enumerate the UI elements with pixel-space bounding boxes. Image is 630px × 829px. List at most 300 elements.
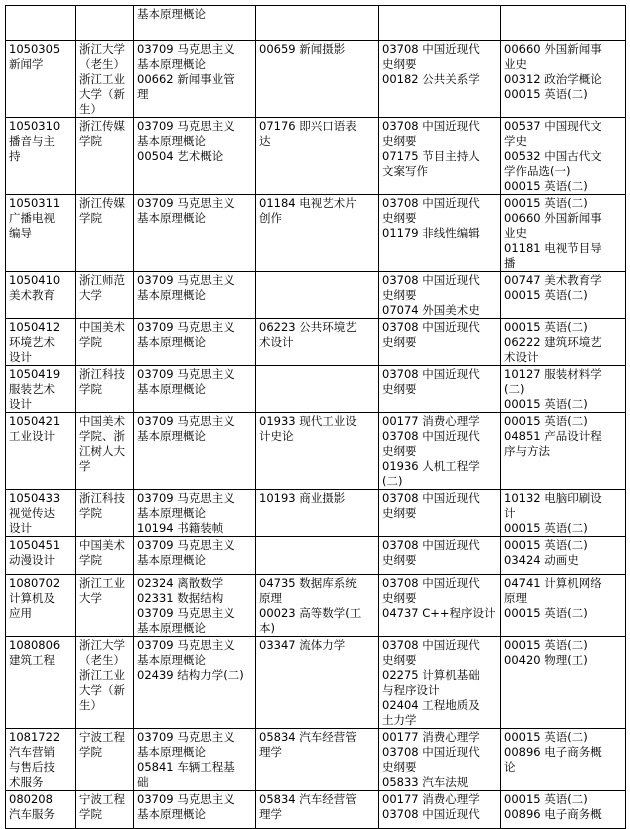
cell-line: 江树人大 (79, 444, 125, 458)
table-row (6, 6, 626, 41)
cell-line: 06222 建筑环境艺 (504, 335, 602, 349)
cell-line: 生） (79, 698, 102, 712)
course-cell-3 (379, 366, 501, 413)
major-cell (6, 319, 76, 366)
cell-line: 1081722 (9, 730, 61, 744)
cell-line: 07176 即兴口语表 (259, 119, 357, 133)
table-row (6, 791, 626, 829)
cell-line: 基本原理概论 (137, 57, 206, 71)
cell-line: 00177 消费心理学 (382, 730, 480, 744)
cell-line: 10193 商业摄影 (259, 491, 346, 505)
course-cell-4 (501, 637, 626, 729)
cell-line: 00023 高等数学(工 (259, 606, 362, 620)
cell-line: 本) (259, 621, 275, 635)
cell-line: 史纲要 (382, 444, 417, 458)
course-cell-3 (379, 195, 501, 272)
table-row (6, 637, 626, 729)
cell-line: 美术教育 (9, 288, 55, 302)
cell-line: 史纲要 (382, 506, 417, 520)
major-cell (6, 537, 76, 575)
course-cell-4 (501, 41, 626, 118)
major-cell (6, 118, 76, 195)
cell-line: 1050311 (9, 196, 61, 210)
course-cell-2 (256, 366, 379, 413)
cell-line: 04741 计算机网络 (504, 576, 602, 590)
cell-line: 大学（新 (79, 683, 125, 697)
cell-line: 03424 动画史 (504, 553, 579, 567)
cell-line: 浙江工业 (79, 668, 125, 682)
cell-line: 080208 (9, 792, 53, 806)
cell-line: 00660 外国新闻事 (504, 211, 602, 225)
course-cell-2 (256, 490, 379, 537)
cell-line: 1050410 (9, 273, 61, 287)
cell-line: 00312 政治学概论 (504, 72, 602, 86)
cell-line: 中国美术 (79, 414, 125, 428)
cell-line: 学院 (79, 553, 102, 567)
school-cell (76, 413, 134, 490)
cell-line: 基本原理概论 (137, 429, 206, 443)
cell-line: 1080702 (9, 576, 61, 590)
table-row (6, 537, 626, 575)
cell-line: 史纲要 (382, 591, 417, 605)
school-cell (76, 637, 134, 729)
cell-line: 浙江工业 (79, 72, 125, 86)
cell-line: 03708 中国近现代 (382, 638, 480, 652)
cell-line: 05834 汽车经营管 (259, 792, 357, 806)
cell-line: 00015 英语(二) (504, 397, 588, 411)
cell-line: 03709 马克思主义 (137, 538, 235, 552)
major-cell (6, 490, 76, 537)
cell-line: 大学（新 (79, 87, 125, 101)
cell-line: （老生） (79, 653, 125, 667)
course-cell-2 (256, 575, 379, 637)
major-cell (6, 575, 76, 637)
cell-line: 00015 英语(二) (504, 288, 588, 302)
cell-line: 基本原理概论 (137, 621, 206, 635)
cell-line: 广播电视 (9, 211, 55, 225)
course-cell-4 (501, 6, 626, 41)
major-cell (6, 195, 76, 272)
course-cell-2 (256, 537, 379, 575)
cell-line: 03708 中国近现代 (382, 429, 480, 443)
school-cell (76, 575, 134, 637)
cell-line: 01181 电视节目导 (504, 241, 602, 255)
major-cell (6, 729, 76, 791)
cell-line: 学 (79, 459, 91, 473)
cell-line: 中国美术 (79, 538, 125, 552)
course-cell-1 (134, 637, 256, 729)
course-cell-4 (501, 729, 626, 791)
cell-line: 10194 书籍装帧 (137, 521, 224, 535)
cell-line: 基本原理概论 (137, 553, 206, 567)
cell-line: 03709 马克思主义 (137, 196, 235, 210)
cell-line: 浙江传媒 (79, 119, 125, 133)
cell-line: 动漫设计 (9, 553, 55, 567)
table-row (6, 413, 626, 490)
cell-line: 00015 英语(二) (504, 320, 588, 334)
cell-line: 史纲要 (382, 335, 417, 349)
cell-line: 基本原理概论 (137, 653, 206, 667)
cell-line: 03708 中国近现代 (382, 538, 480, 552)
cell-line: 1050310 (9, 119, 61, 133)
cell-line: 03708 中国近现代 (382, 196, 480, 210)
course-cell-2 (256, 319, 379, 366)
cell-line: 05833 汽车法规 (382, 775, 469, 789)
cell-line: 基本原理概论 (137, 335, 206, 349)
cell-line: 02275 计算机基础 (382, 668, 480, 682)
cell-line: 03709 马克思主义 (137, 367, 235, 381)
table-row (6, 41, 626, 118)
cell-line: 03708 中国近现代 (382, 367, 480, 381)
cell-line: 编导 (9, 226, 32, 240)
cell-line: 史纲要 (382, 653, 417, 667)
cell-line: 业史 (504, 57, 527, 71)
course-cell-2 (256, 413, 379, 490)
cell-line: 史纲要 (382, 134, 417, 148)
cell-line: 计算机及 (9, 591, 55, 605)
cell-line: 00420 物理(工) (504, 653, 588, 667)
cell-line: 播 (504, 256, 516, 270)
cell-line: 03708 中国近现代 (382, 42, 480, 56)
cell-line: 基本原理概论 (137, 7, 206, 21)
cell-line: 学院 (79, 335, 102, 349)
cell-line: 00182 公共关系学 (382, 72, 480, 86)
course-cell-1 (134, 366, 256, 413)
cell-line: 计 (504, 506, 516, 520)
major-cell (6, 272, 76, 319)
cell-line: 学院、浙 (79, 429, 125, 443)
cell-line: 原理 (504, 591, 527, 605)
cell-line: 与程序设计 (382, 683, 440, 697)
cell-line: 学作品选(一) (504, 164, 571, 178)
cell-line: 00015 英语(二) (504, 196, 588, 210)
cell-line: 文案写作 (382, 164, 428, 178)
cell-line: 03708 中国近现代 (382, 745, 480, 759)
school-cell (76, 366, 134, 413)
cell-line: 03709 马克思主义 (137, 792, 235, 806)
course-cell-2 (256, 195, 379, 272)
course-cell-3 (379, 413, 501, 490)
cell-line: 宁波工程 (79, 792, 125, 806)
course-cell-1 (134, 791, 256, 829)
cell-line: 04737 C++程序设计 (382, 606, 496, 620)
course-cell-4 (501, 791, 626, 829)
cell-line: 00015 英语(二) (504, 792, 588, 806)
cell-line: 05834 汽车经营管 (259, 730, 357, 744)
table-row (6, 319, 626, 366)
cell-line: 02404 工程地质及 (382, 698, 480, 712)
course-cell-2 (256, 41, 379, 118)
cell-line: 史纲要 (382, 57, 417, 71)
table-row (6, 729, 626, 791)
cell-line: 基本原理概论 (137, 382, 206, 396)
cell-line: 01184 电视艺术片 (259, 196, 357, 210)
cell-line: 大学 (79, 288, 102, 302)
cell-line: 03709 马克思主义 (137, 730, 235, 744)
cell-line: 00747 美术教育学 (504, 273, 602, 287)
course-cell-4 (501, 490, 626, 537)
cell-line: 00532 中国古代文 (504, 149, 602, 163)
cell-line: 01936 人机工程学 (382, 459, 480, 473)
cell-line: 00662 新闻事业管 (137, 72, 235, 86)
table-row (6, 195, 626, 272)
course-cell-2 (256, 637, 379, 729)
cell-line: 06223 公共环境艺 (259, 320, 357, 334)
course-cell-4 (501, 319, 626, 366)
cell-line: 序与方法 (504, 444, 550, 458)
school-cell (76, 319, 134, 366)
cell-line: 学院 (79, 807, 102, 821)
course-cell-2 (256, 6, 379, 41)
cell-line: 00896 电子商务概 (504, 807, 602, 821)
cell-line: 02439 结构力学(二) (137, 668, 244, 682)
major-cell (6, 791, 76, 829)
cell-line: 03708 中国近现代 (382, 273, 480, 287)
cell-line: 1050412 (9, 320, 61, 334)
cell-line: 00015 英语(二) (504, 606, 588, 620)
cell-line: 术服务 (9, 775, 44, 789)
cell-line: 基本原理概论 (137, 288, 206, 302)
course-cell-3 (379, 272, 501, 319)
cell-line: 础 (137, 775, 149, 789)
cell-line: 00177 消费心理学 (382, 792, 480, 806)
course-cell-4 (501, 195, 626, 272)
major-cell (6, 637, 76, 729)
school-cell (76, 729, 134, 791)
table-row (6, 490, 626, 537)
cell-line: 03709 马克思主义 (137, 320, 235, 334)
cell-line: 与售后技 (9, 760, 55, 774)
table-row (6, 575, 626, 637)
table-row (6, 272, 626, 319)
cell-line: 00015 英语(二) (504, 638, 588, 652)
cell-line: 03708 中国近现代 (382, 576, 480, 590)
cell-line: 浙江工业 (79, 576, 125, 590)
cell-line: 设计 (9, 521, 32, 535)
cell-line: 设计 (9, 397, 32, 411)
cell-line: 学院 (79, 506, 102, 520)
cell-line: 1050419 (9, 367, 61, 381)
cell-line: 03709 马克思主义 (137, 414, 235, 428)
cell-line: 理学 (259, 745, 282, 759)
cell-line: 浙江大学 (79, 42, 125, 56)
cell-line: 00015 英语(二) (504, 179, 588, 193)
cell-line: 创作 (259, 211, 282, 225)
cell-line: 史纲要 (382, 760, 417, 774)
cell-line: 史纲要 (382, 288, 417, 302)
cell-line: （老生） (79, 57, 125, 71)
school-cell (76, 195, 134, 272)
cell-line: 浙江传媒 (79, 196, 125, 210)
cell-line: 03709 马克思主义 (137, 273, 235, 287)
cell-line: 00659 新闻摄影 (259, 42, 346, 56)
school-cell (76, 537, 134, 575)
course-cell-4 (501, 366, 626, 413)
school-cell (76, 272, 134, 319)
cell-line: 宁波工程 (79, 730, 125, 744)
cell-line: 论 (504, 760, 516, 774)
cell-line: 07175 节目主持人 (382, 149, 480, 163)
exam-course-table (5, 5, 626, 829)
cell-line: 设计 (9, 350, 32, 364)
cell-line: 03708 中国近现代 (382, 807, 480, 821)
cell-line: 环境艺术 (9, 335, 55, 349)
cell-line: 史纲要 (382, 553, 417, 567)
cell-line: 03709 马克思主义 (137, 606, 235, 620)
school-cell (76, 6, 134, 41)
school-cell (76, 490, 134, 537)
cell-line: 汽车服务 (9, 807, 55, 821)
cell-line: 生） (79, 102, 102, 116)
course-cell-3 (379, 637, 501, 729)
cell-line: 史纲要 (382, 382, 417, 396)
course-cell-1 (134, 6, 256, 41)
cell-line: 基本原理概论 (137, 807, 206, 821)
cell-line: 1080806 (9, 638, 61, 652)
cell-line: 视觉传达 (9, 506, 55, 520)
course-cell-2 (256, 729, 379, 791)
course-cell-1 (134, 729, 256, 791)
course-cell-3 (379, 41, 501, 118)
course-cell-3 (379, 118, 501, 195)
cell-line: 浙江大学 (79, 638, 125, 652)
cell-line: 10132 电脑印刷设 (504, 491, 602, 505)
cell-line: 新闻学 (9, 57, 44, 71)
cell-line: 工业设计 (9, 429, 55, 443)
cell-line: 基本原理概论 (137, 134, 206, 148)
cell-line: 02324 离散数学 (137, 576, 224, 590)
cell-line: 计史论 (259, 429, 294, 443)
course-cell-2 (256, 791, 379, 829)
cell-line: 中国美术 (79, 320, 125, 334)
cell-line: (二) (382, 474, 403, 488)
course-cell-4 (501, 575, 626, 637)
course-cell-3 (379, 575, 501, 637)
course-cell-1 (134, 195, 256, 272)
major-cell (6, 41, 76, 118)
cell-line: 03709 马克思主义 (137, 491, 235, 505)
cell-line: 00177 消费心理学 (382, 414, 480, 428)
cell-line: 基本原理概论 (137, 745, 206, 759)
table-row (6, 366, 626, 413)
course-cell-1 (134, 575, 256, 637)
cell-line: 服装艺术 (9, 382, 55, 396)
course-cell-1 (134, 272, 256, 319)
course-cell-1 (134, 41, 256, 118)
cell-line: 03708 中国近现代 (382, 320, 480, 334)
cell-line: 04735 数据库系统 (259, 576, 357, 590)
cell-line: 03709 马克思主义 (137, 119, 235, 133)
cell-line: 学院 (79, 134, 102, 148)
cell-line: 学院 (79, 211, 102, 225)
major-cell (6, 366, 76, 413)
cell-line: 00015 英语(二) (504, 538, 588, 552)
cell-line: 基本原理概论 (137, 506, 206, 520)
cell-line: 03709 马克思主义 (137, 638, 235, 652)
course-cell-4 (501, 537, 626, 575)
cell-line: 00537 中国现代文 (504, 119, 602, 133)
cell-line: 应用 (9, 606, 32, 620)
cell-line: 03709 马克思主义 (137, 42, 235, 56)
course-cell-3 (379, 791, 501, 829)
course-cell-3 (379, 729, 501, 791)
major-cell (6, 6, 76, 41)
course-cell-1 (134, 537, 256, 575)
cell-line: 浙江科技 (79, 367, 125, 381)
cell-line: 01933 现代工业设 (259, 414, 357, 428)
cell-line: 建筑工程 (9, 653, 55, 667)
cell-line: 史纲要 (382, 211, 417, 225)
cell-line: 理 (137, 87, 149, 101)
cell-line: 术设计 (259, 335, 294, 349)
cell-line: 学院 (79, 382, 102, 396)
cell-line: 03708 中国近现代 (382, 491, 480, 505)
course-cell-4 (501, 118, 626, 195)
course-cell-3 (379, 537, 501, 575)
cell-line: 原理 (259, 591, 282, 605)
course-cell-1 (134, 413, 256, 490)
cell-line: 浙江科技 (79, 491, 125, 505)
cell-line: 03708 中国近现代 (382, 119, 480, 133)
cell-line: 汽车营销 (9, 745, 55, 759)
cell-line: 基本原理概论 (137, 211, 206, 225)
cell-line: 1050305 (9, 42, 61, 56)
cell-line: 10127 服装材料学 (504, 367, 602, 381)
cell-line: 学史 (504, 134, 527, 148)
school-cell (76, 791, 134, 829)
course-cell-2 (256, 118, 379, 195)
cell-line: 07074 外国美术史 (382, 303, 480, 317)
cell-line: 土力学 (382, 713, 417, 727)
cell-line: 01179 非线性编辑 (382, 226, 480, 240)
cell-line: 浙江师范 (79, 273, 125, 287)
cell-line: 04851 产品设计程 (504, 429, 602, 443)
cell-line: 学院 (79, 745, 102, 759)
cell-line: 1050433 (9, 491, 61, 505)
cell-line: 00015 英语(二) (504, 87, 588, 101)
school-cell (76, 118, 134, 195)
table-row (6, 118, 626, 195)
course-cell-2 (256, 272, 379, 319)
cell-line: 业史 (504, 226, 527, 240)
course-cell-1 (134, 118, 256, 195)
cell-line: 00015 英语(二) (504, 730, 588, 744)
school-cell (76, 41, 134, 118)
course-cell-4 (501, 272, 626, 319)
course-cell-4 (501, 413, 626, 490)
cell-line: 05841 车辆工程基 (137, 760, 235, 774)
cell-line: 00660 外国新闻事 (504, 42, 602, 56)
cell-line: 00896 电子商务概 (504, 745, 602, 759)
course-cell-1 (134, 490, 256, 537)
cell-line: 02331 数据结构 (137, 591, 224, 605)
cell-line: 达 (259, 134, 271, 148)
major-cell (6, 413, 76, 490)
course-cell-3 (379, 319, 501, 366)
cell-line: 1050451 (9, 538, 61, 552)
course-cell-3 (379, 6, 501, 41)
cell-line: 大学 (79, 591, 102, 605)
cell-line: 理学 (259, 807, 282, 821)
cell-line: 00015 英语(二) (504, 414, 588, 428)
cell-line: 03347 流体力学 (259, 638, 346, 652)
cell-line: (二) (504, 382, 525, 396)
cell-line: 1050421 (9, 414, 61, 428)
course-cell-3 (379, 490, 501, 537)
cell-line: 持 (9, 149, 21, 163)
cell-line: 00015 英语(二) (504, 521, 588, 535)
cell-line: 术设计 (504, 350, 539, 364)
